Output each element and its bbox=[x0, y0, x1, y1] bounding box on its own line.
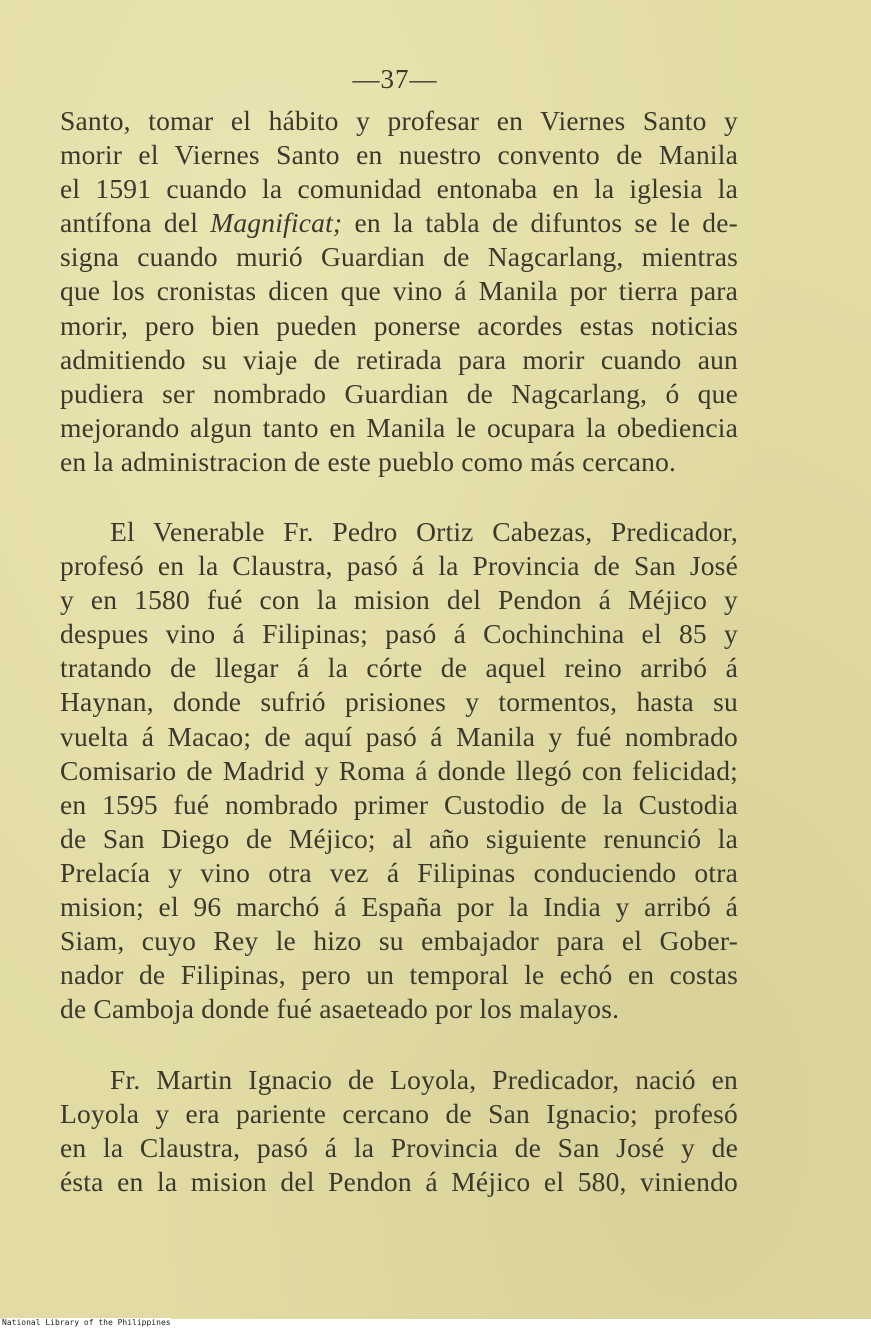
text-line: y en 1580 fué con la mision del Pendon á Méjico y bbox=[60, 584, 738, 616]
text-line: El Venerable Fr. Pedro Ortiz Cabezas, Predicador, bbox=[110, 516, 738, 547]
paragraph-2 bbox=[60, 515, 738, 1026]
text-line: ésta en la mision del Pendon á Méjico el 580, viniendo bbox=[60, 1166, 738, 1198]
text-line bbox=[60, 206, 738, 240]
text-line: en 1595 fué nombrado primer Custodio de la Custodia bbox=[60, 788, 738, 820]
text-line: en la administracion de este pueblo como más cercano. bbox=[60, 445, 677, 477]
text-segment: antífona del bbox=[60, 207, 211, 239]
text-line: nador de Filipinas, pero un temporal le echó en costas bbox=[60, 959, 738, 991]
text-line: que los cronistas dicen que vino á Manila por tierra para bbox=[60, 275, 738, 307]
paragraph-3 bbox=[60, 1063, 738, 1199]
text-line: de Camboja donde fué asaeteado por los malayos. bbox=[60, 993, 620, 1025]
text-line: despues vino á Filipinas; pasó á Cochinchina el 85 y bbox=[60, 618, 738, 650]
text-line: morir el Viernes Santo en nuestro convento de Manila bbox=[60, 139, 738, 171]
text-line: signa cuando murió Guardian de Nagcarlang, mientras bbox=[60, 241, 738, 273]
text-line: el 1591 cuando la comunidad entonaba en la iglesia la bbox=[60, 173, 738, 205]
text-line: mejorando algun tanto en Manila le ocupara la obediencia bbox=[60, 411, 738, 443]
text-line: pudiera ser nombrado Guardian de Nagcarlang, ó que bbox=[60, 377, 738, 409]
text-line: profesó en la Claustra, pasó á la Provincia de San José bbox=[60, 550, 738, 582]
library-credit: National Library of the Philippines bbox=[2, 1318, 171, 1327]
text-line: en la Claustra, pasó á la Provincia de San José y de bbox=[60, 1132, 738, 1164]
text-line: morir, pero bien pueden ponerse acordes estas noticias bbox=[60, 309, 738, 341]
text-line: Siam, cuyo Rey le hizo su embajador para el Gober- bbox=[60, 925, 738, 957]
text-line: Loyola y era pariente cercano de San Ignacio; profesó bbox=[60, 1098, 738, 1130]
text-line: admitiendo su viaje de retirada para morir cuando aun bbox=[60, 343, 738, 375]
text-line: Prelacía y vino otra vez á Filipinas conduciendo otra bbox=[60, 856, 738, 888]
text-line: Haynan, donde sufrió prisiones y tormentos, hasta su bbox=[60, 686, 738, 718]
text-line: mision; el 96 marchó á España por la India y arribó á bbox=[60, 891, 738, 923]
text-line: vuelta á Macao; de aquí pasó á Manila y fué nombrado bbox=[60, 720, 738, 752]
paragraph-1 bbox=[60, 104, 738, 479]
text-segment: en la tabla de difuntos se le de- bbox=[342, 207, 739, 239]
text-line: Santo, tomar el hábito y profesar en Viernes Santo y bbox=[60, 105, 738, 136]
text-line: Fr. Martin Ignacio de Loyola, Predicador, nació en bbox=[110, 1064, 738, 1095]
text-line: tratando de llegar á la córte de aquel reino arribó á bbox=[60, 652, 738, 684]
text-line: Comisario de Madrid y Roma á donde llegó con felicidad; bbox=[60, 754, 738, 786]
italic-term-magnificat: Magnificat; bbox=[210, 207, 343, 239]
text-line: de San Diego de Méjico; al año siguiente renunció la bbox=[60, 822, 738, 854]
page-number: —37— bbox=[352, 64, 438, 94]
